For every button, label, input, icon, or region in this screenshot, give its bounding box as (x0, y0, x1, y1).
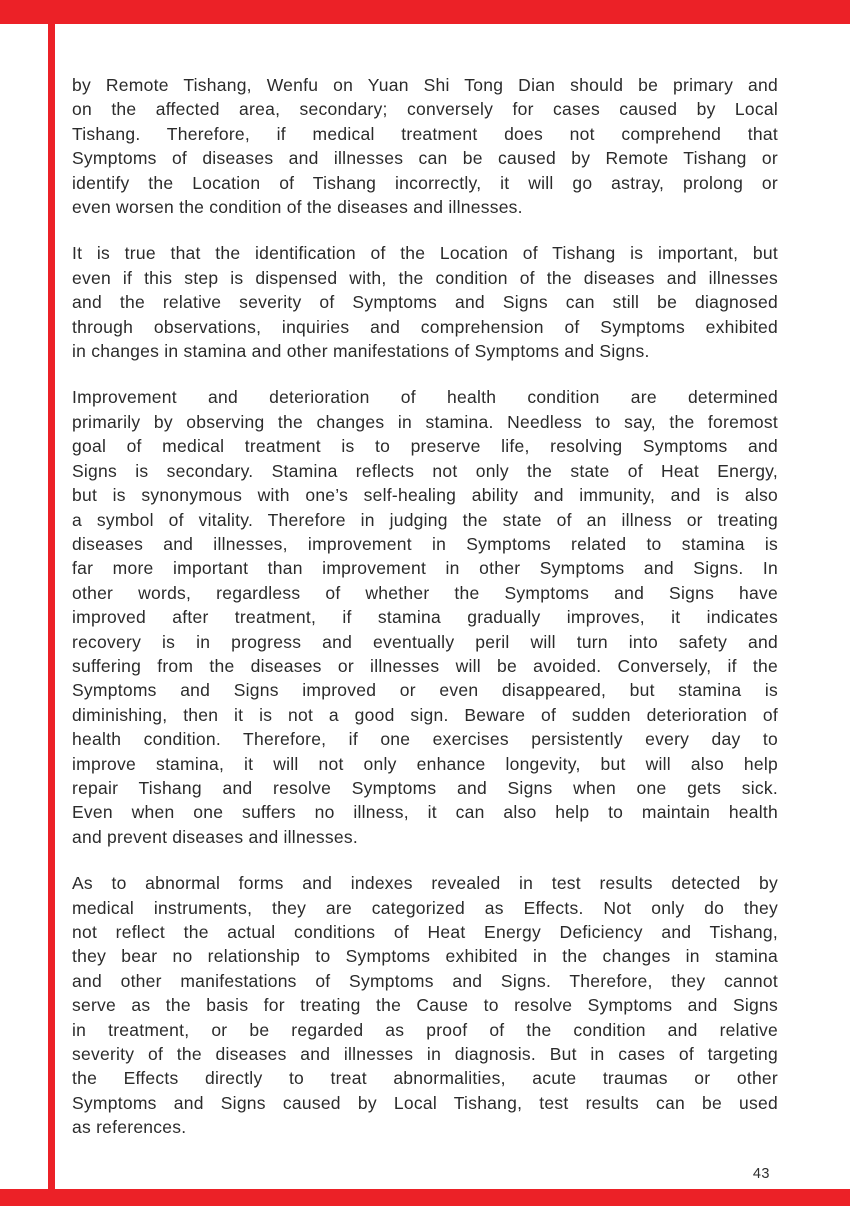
text-line: serve as the basis for treating the Cause to resolve Symptoms and Signs (72, 995, 778, 1016)
text-line: suffering from the diseases or illnesses will be avoided. Conversely, if the (72, 655, 778, 676)
text-line: goal of medical treatment is to preserve life, resolving Symptoms and (72, 436, 778, 457)
text-line: but is synonymous with one’s self-healing ability and immunity, and is also (72, 485, 778, 506)
text-line: they bear no relationship to Symptoms exhibited in the changes in stamina (72, 946, 778, 967)
text-line: improve stamina, it will not only enhance longevity, but will also help (72, 753, 778, 774)
text-line: Even when one suffers no illness, it can also help to maintain health (72, 802, 778, 823)
text-line: Signs is secondary. Stamina reflects not only the state of Heat Energy, (72, 460, 778, 481)
text-line: severity of the diseases and illnesses in diagnosis. But in cases of targeting (72, 1044, 778, 1065)
text-line: as references. (72, 1117, 187, 1138)
text-line: primarily by observing the changes in stamina. Needless to say, the foremost (72, 411, 778, 432)
text-line: repair Tishang and resolve Symptoms and Signs when one gets sick. (72, 777, 778, 798)
text-line: and the relative severity of Symptoms and Signs can still be diagnosed (72, 292, 778, 313)
top-red-bar (0, 0, 850, 24)
text-line: and prevent diseases and illnesses. (72, 826, 359, 847)
text-line: far more important than improvement in other Symptoms and Signs. In (72, 558, 778, 579)
text-line: medical instruments, they are categorized as Effects. Not only do they (72, 897, 778, 918)
text-line: other words, regardless of whether the Symptoms and Signs have (72, 582, 778, 603)
left-red-rule (48, 0, 55, 1206)
text-line: identify the Location of Tishang incorrectly, it will go astray, prolong or (72, 172, 778, 193)
text-line: the Effects directly to treat abnormalities, acute traumas or other (72, 1068, 778, 1089)
text-line: It is true that the identification of the Location of Tishang is important, but (72, 243, 778, 264)
text-line: and other manifestations of Symptoms and Signs. Therefore, they cannot (72, 970, 778, 991)
text-line: a symbol of vitality. Therefore in judging the state of an illness or treating (72, 509, 778, 530)
text-line: Tishang. Therefore, if medical treatment does not comprehend that (72, 123, 778, 144)
text-line: diminishing, then it is not a good sign. Beware of sudden deterioration of (72, 704, 778, 725)
text-line: not reflect the actual conditions of Heat Energy Deficiency and Tishang, (72, 922, 778, 942)
text-line: health condition. Therefore, if one exercises persistently every day to (72, 729, 778, 750)
text-line: Symptoms and Signs improved or even disappeared, but stamina is (72, 680, 778, 701)
text-line: Symptoms and Signs caused by Local Tishang, test results can be used (72, 1092, 778, 1113)
body-text (72, 73, 778, 1162)
text-line: in changes in stamina and other manifestations of Symptoms and Signs. (72, 341, 650, 362)
text-line: by Remote Tishang, Wenfu on Yuan Shi Tong Dian should be primary and (72, 75, 778, 95)
text-line: diseases and illnesses, improvement in Symptoms related to stamina is (72, 533, 778, 554)
text-line: in treatment, or be regarded as proof of the condition and relative (72, 1019, 778, 1040)
text-line: improved after treatment, if stamina gradually improves, it indicates (72, 607, 778, 628)
text-line: even if this step is dispensed with, the condition of the diseases and illnesses (72, 267, 778, 288)
text-line: recovery is in progress and eventually peril will turn into safety and (72, 631, 778, 652)
text-line: As to abnormal forms and indexes revealed in test results detected by (72, 873, 778, 894)
paragraph (72, 241, 778, 363)
text-line: Symptoms of diseases and illnesses can be caused by Remote Tishang or (72, 148, 778, 169)
text-line: on the affected area, secondary; conversely for cases caused by Local (72, 99, 778, 120)
paragraph (72, 385, 778, 849)
page-number: 43 (752, 1166, 770, 1182)
text-line: Improvement and deterioration of health condition are determined (72, 387, 778, 408)
paragraph (72, 73, 778, 219)
bottom-red-bar (0, 1189, 850, 1206)
paragraph (72, 871, 778, 1139)
text-line: through observations, inquiries and comprehension of Symptoms exhibited (72, 316, 778, 337)
text-line: even worsen the condition of the diseases and illnesses. (72, 197, 523, 218)
